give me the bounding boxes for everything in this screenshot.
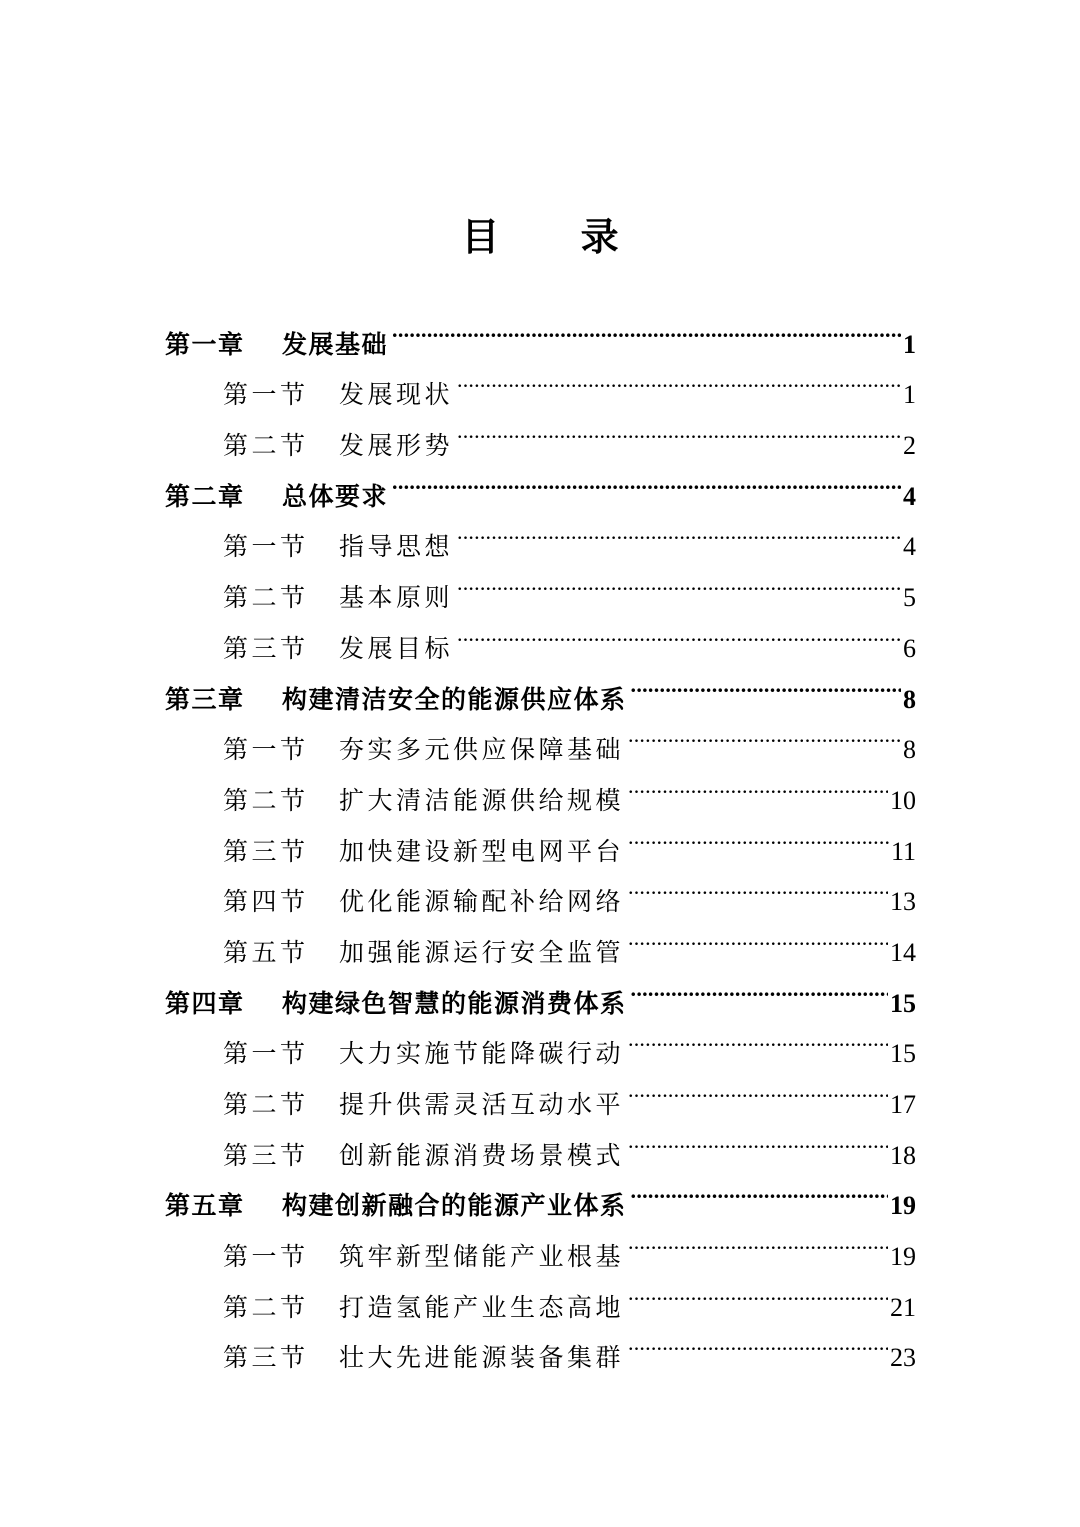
toc-entry-title: 扩大清洁能源供给规模 <box>339 785 625 815</box>
toc-entry-title: 夯实多元供应保障基础 <box>339 735 625 765</box>
toc-entry-title: 发展现状 <box>339 380 454 410</box>
toc-entry-number: 第二节 <box>223 1292 309 1322</box>
toc-page-number: 10 <box>890 785 916 815</box>
dot-leader <box>628 860 888 911</box>
toc-page-number: 6 <box>903 633 916 663</box>
toc-entry-title: 加快建设新型电网平台 <box>339 836 625 866</box>
toc-entry-number: 第一节 <box>223 380 309 410</box>
toc-page-number: 18 <box>890 1140 916 1170</box>
toc-entry-number: 第三节 <box>223 1343 309 1373</box>
dot-leader <box>628 910 888 961</box>
toc-entry-number: 第一节 <box>223 735 309 765</box>
toc-page-number: 4 <box>903 481 916 511</box>
toc-page-number: 19 <box>890 1191 916 1221</box>
toc-entry-number: 第四章 <box>165 988 245 1018</box>
toc-page-number: 5 <box>903 583 916 613</box>
toc-entry-number: 第三节 <box>223 1140 309 1170</box>
dot-leader <box>392 302 901 353</box>
dot-leader <box>457 353 901 404</box>
toc-entry-title: 创新能源消费场景模式 <box>339 1140 625 1170</box>
toc-page-number: 19 <box>890 1242 916 1272</box>
toc-entry-title: 发展基础 <box>282 329 389 359</box>
dot-leader <box>457 403 901 454</box>
dot-leader <box>628 1265 888 1316</box>
toc-entry-title: 指导思想 <box>339 532 454 562</box>
dot-leader <box>628 1214 888 1265</box>
toc-entry-number: 第四节 <box>223 887 309 917</box>
toc-entry-title: 筑牢新型储能产业根基 <box>339 1242 625 1272</box>
toc-page-number: 17 <box>890 1090 916 1119</box>
table-of-contents <box>165 302 916 1373</box>
dot-leader <box>392 454 901 505</box>
toc-entry-title: 发展形势 <box>339 431 454 461</box>
dot-leader <box>628 809 889 860</box>
toc-entry-number: 第五节 <box>223 937 309 967</box>
toc-entry-number: 第三节 <box>223 633 309 663</box>
dot-leader <box>628 1012 888 1063</box>
toc-entry-number: 第二章 <box>165 481 245 511</box>
dot-leader <box>628 708 901 759</box>
toc-page-number: 15 <box>890 988 916 1018</box>
toc-entry-number: 第二节 <box>223 431 309 461</box>
toc-entry-number: 第三章 <box>165 684 245 714</box>
toc-page-number: 13 <box>890 887 916 917</box>
toc-entry-title: 基本原则 <box>339 583 454 613</box>
toc-page-number: 2 <box>903 431 916 461</box>
toc-page-number: 4 <box>903 532 916 562</box>
toc-page-number: 15 <box>890 1039 916 1069</box>
toc-entry-title: 壮大先进能源装备集群 <box>339 1343 625 1373</box>
toc-entry-number: 第二节 <box>223 583 309 613</box>
toc-page-number: 14 <box>890 937 916 967</box>
dot-leader <box>628 1316 888 1367</box>
dot-leader <box>628 1113 888 1164</box>
toc-entry-number: 第二节 <box>223 1090 309 1119</box>
toc-page-number: 21 <box>890 1292 916 1322</box>
toc-entry-title: 总体要求 <box>282 481 389 511</box>
toc-entry-number: 第二节 <box>223 785 309 815</box>
toc-entry-number: 第一章 <box>165 329 245 359</box>
toc-entry-number: 第一节 <box>223 532 309 562</box>
dot-leader <box>457 505 901 556</box>
toc-entry-title: 构建创新融合的能源产业体系 <box>282 1191 627 1221</box>
page-title: 目 录 <box>461 214 653 260</box>
dot-leader <box>457 606 901 657</box>
toc-entry-title: 优化能源输配补给网络 <box>339 887 625 917</box>
toc-entry-title: 构建绿色智慧的能源消费体系 <box>282 988 627 1018</box>
dot-leader <box>631 657 901 708</box>
toc-page-number: 1 <box>903 329 916 359</box>
dot-leader <box>631 961 888 1012</box>
toc-entry-title: 构建清洁安全的能源供应体系 <box>282 684 627 714</box>
toc-page-number: 23 <box>890 1343 916 1373</box>
dot-leader <box>457 555 901 606</box>
toc-entry-number: 第三节 <box>223 836 309 866</box>
toc-page-number: 11 <box>890 836 916 866</box>
toc-entry-title: 发展目标 <box>339 633 454 663</box>
dot-leader <box>631 1164 888 1215</box>
toc-entry-title: 提升供需灵活互动水平 <box>339 1090 625 1119</box>
toc-chapter-entry[interactable] <box>165 302 916 359</box>
toc-entry-number: 第一节 <box>223 1039 309 1069</box>
toc-entry-number: 第五章 <box>165 1191 245 1221</box>
toc-entry-number: 第一节 <box>223 1242 309 1272</box>
dot-leader <box>628 1062 888 1113</box>
toc-page-number: 8 <box>903 735 916 765</box>
toc-entry-title: 大力实施节能降碳行动 <box>339 1039 625 1069</box>
toc-entry-title: 加强能源运行安全监管 <box>339 937 625 967</box>
toc-page-number: 8 <box>903 684 916 714</box>
toc-entry-title: 打造氢能产业生态高地 <box>339 1292 625 1322</box>
dot-leader <box>628 758 888 809</box>
toc-page-number: 1 <box>903 380 916 410</box>
